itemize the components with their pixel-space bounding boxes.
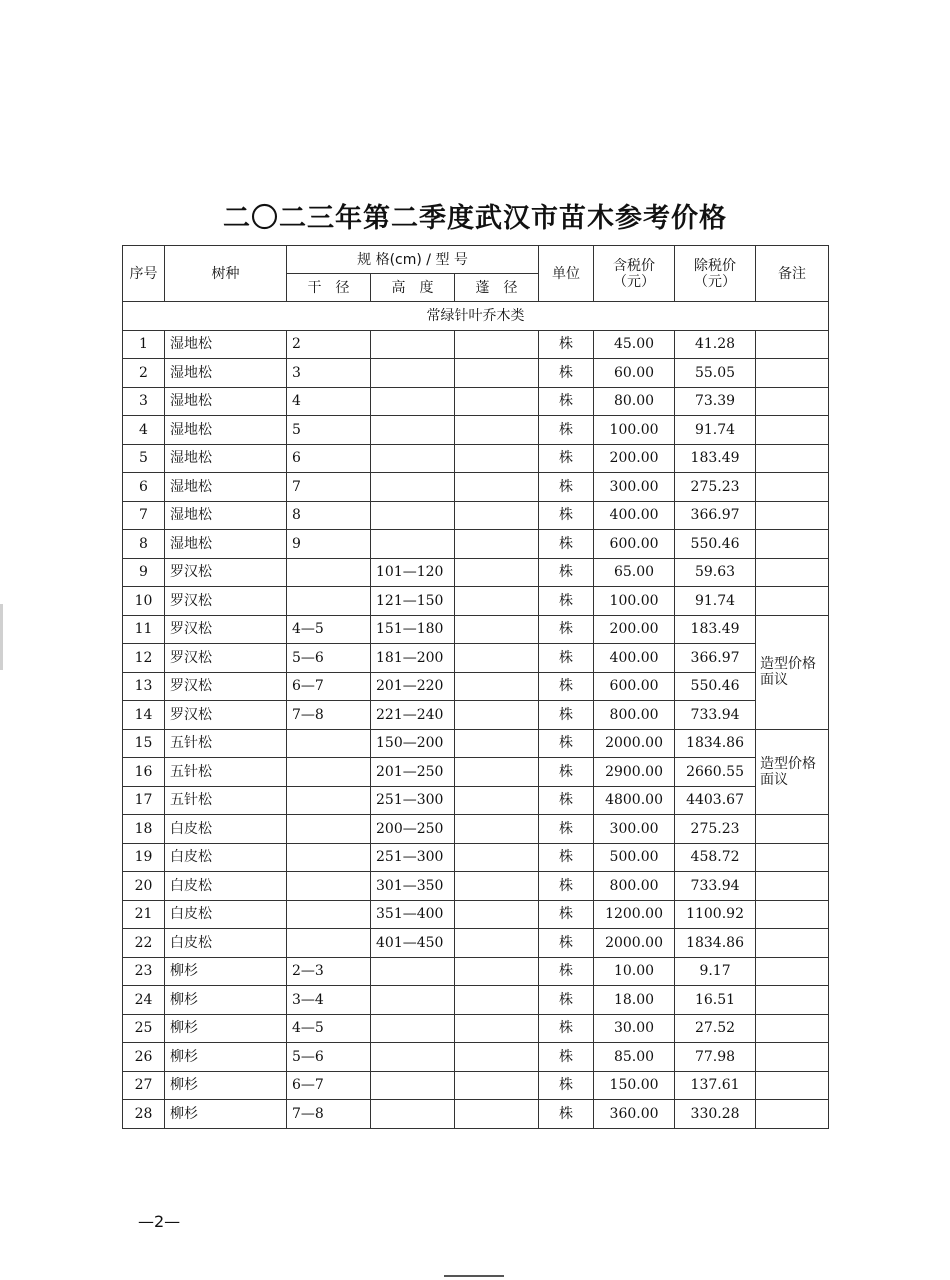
cell-species: 五针松 [165, 786, 287, 815]
cell-species: 罗汉松 [165, 644, 287, 673]
cell-height [371, 1100, 455, 1129]
cell-height [371, 473, 455, 502]
table-row [123, 444, 829, 473]
cell-unit: 株 [539, 872, 594, 901]
cell-price-tax: 2000.00 [594, 929, 675, 958]
cell-unit: 株 [539, 758, 594, 787]
cell-price-notax: 91.74 [675, 587, 756, 616]
cell-trunk: 4—5 [287, 615, 371, 644]
cell-crown [455, 872, 539, 901]
cell-height [371, 957, 455, 986]
cell-height: 200—250 [371, 815, 455, 844]
table-row [123, 701, 829, 730]
cell-unit: 株 [539, 558, 594, 587]
cell-trunk: 3 [287, 359, 371, 388]
cell-crown [455, 900, 539, 929]
cell-price-notax: 41.28 [675, 330, 756, 359]
cell-price-notax: 55.05 [675, 359, 756, 388]
cell-species: 柳杉 [165, 1100, 287, 1129]
cell-species: 白皮松 [165, 843, 287, 872]
cell-price-tax: 100.00 [594, 416, 675, 445]
cell-price-tax: 800.00 [594, 872, 675, 901]
header-price-tax: 含税价 （元） [594, 246, 675, 302]
cell-price-tax: 400.00 [594, 501, 675, 530]
cell-price-notax: 366.97 [675, 644, 756, 673]
cell-remark [756, 815, 829, 844]
cell-unit: 株 [539, 900, 594, 929]
cell-species: 白皮松 [165, 929, 287, 958]
cell-trunk: 8 [287, 501, 371, 530]
cell-price-tax: 150.00 [594, 1071, 675, 1100]
cell-unit: 株 [539, 473, 594, 502]
table-row [123, 473, 829, 502]
cell-unit: 株 [539, 815, 594, 844]
cell-trunk: 3—4 [287, 986, 371, 1015]
table-row [123, 843, 829, 872]
cell-species: 罗汉松 [165, 587, 287, 616]
remark-group-1: 造型价格面议 [756, 615, 829, 729]
cell-price-tax: 85.00 [594, 1043, 675, 1072]
cell-remark [756, 929, 829, 958]
table-row [123, 359, 829, 388]
cell-unit: 株 [539, 1043, 594, 1072]
cell-price-tax: 80.00 [594, 387, 675, 416]
table-row [123, 872, 829, 901]
cell-price-tax: 300.00 [594, 815, 675, 844]
cell-height [371, 387, 455, 416]
cell-unit: 株 [539, 416, 594, 445]
cell-price-notax: 550.46 [675, 672, 756, 701]
cell-species: 湿地松 [165, 330, 287, 359]
cell-crown [455, 359, 539, 388]
table-row [123, 416, 829, 445]
cell-unit: 株 [539, 644, 594, 673]
cell-height: 301—350 [371, 872, 455, 901]
cell-height: 121—150 [371, 587, 455, 616]
cell-no: 25 [123, 1014, 165, 1043]
cell-remark [756, 1100, 829, 1129]
cell-price-notax: 27.52 [675, 1014, 756, 1043]
cell-no: 23 [123, 957, 165, 986]
cell-crown [455, 701, 539, 730]
table-row [123, 929, 829, 958]
cell-crown [455, 786, 539, 815]
cell-no: 22 [123, 929, 165, 958]
cell-no: 3 [123, 387, 165, 416]
cell-price-notax: 275.23 [675, 815, 756, 844]
cell-remark [756, 1043, 829, 1072]
cell-height [371, 1014, 455, 1043]
cell-species: 湿地松 [165, 530, 287, 559]
cell-no: 7 [123, 501, 165, 530]
cell-price-notax: 183.49 [675, 444, 756, 473]
cell-trunk [287, 758, 371, 787]
cell-unit: 株 [539, 729, 594, 758]
cell-price-notax: 73.39 [675, 387, 756, 416]
cell-no: 19 [123, 843, 165, 872]
table-row [123, 530, 829, 559]
cell-trunk: 9 [287, 530, 371, 559]
cell-no: 27 [123, 1071, 165, 1100]
cell-height: 251—300 [371, 786, 455, 815]
cell-trunk: 5—6 [287, 644, 371, 673]
cell-unit: 株 [539, 986, 594, 1015]
cell-remark [756, 359, 829, 388]
table-row [123, 957, 829, 986]
cell-trunk: 6—7 [287, 672, 371, 701]
cell-trunk [287, 815, 371, 844]
cell-crown [455, 330, 539, 359]
cell-unit: 株 [539, 615, 594, 644]
cell-crown [455, 444, 539, 473]
cell-remark [756, 843, 829, 872]
table-row [123, 986, 829, 1015]
cell-unit: 株 [539, 786, 594, 815]
table-row [123, 501, 829, 530]
cell-crown [455, 416, 539, 445]
cell-price-notax: 137.61 [675, 1071, 756, 1100]
cell-remark [756, 900, 829, 929]
cell-species: 湿地松 [165, 359, 287, 388]
cell-no: 16 [123, 758, 165, 787]
cell-price-notax: 550.46 [675, 530, 756, 559]
cell-height [371, 530, 455, 559]
cell-price-notax: 458.72 [675, 843, 756, 872]
header-height: 高 度 [371, 274, 455, 302]
cell-unit: 株 [539, 1100, 594, 1129]
cell-remark [756, 558, 829, 587]
cell-no: 11 [123, 615, 165, 644]
cell-height: 201—250 [371, 758, 455, 787]
cell-height: 251—300 [371, 843, 455, 872]
cell-height: 151—180 [371, 615, 455, 644]
cell-height: 150—200 [371, 729, 455, 758]
cell-unit: 株 [539, 501, 594, 530]
cell-species: 白皮松 [165, 900, 287, 929]
cell-height: 181—200 [371, 644, 455, 673]
cell-height: 201—220 [371, 672, 455, 701]
cell-no: 14 [123, 701, 165, 730]
section-title: 常绿针叶乔木类 [123, 302, 829, 331]
cell-crown [455, 672, 539, 701]
table-row [123, 1014, 829, 1043]
header-species: 树种 [165, 246, 287, 302]
cell-species: 柳杉 [165, 1014, 287, 1043]
cell-height [371, 330, 455, 359]
cell-height [371, 359, 455, 388]
header-seq: 序号 [123, 246, 165, 302]
cell-trunk [287, 900, 371, 929]
cell-no: 10 [123, 587, 165, 616]
cell-crown [455, 615, 539, 644]
cell-trunk [287, 843, 371, 872]
cell-height [371, 416, 455, 445]
cell-price-notax: 59.63 [675, 558, 756, 587]
cell-price-notax: 366.97 [675, 501, 756, 530]
cell-trunk: 4 [287, 387, 371, 416]
cell-trunk: 2 [287, 330, 371, 359]
cell-price-tax: 30.00 [594, 1014, 675, 1043]
cell-price-tax: 65.00 [594, 558, 675, 587]
cell-price-tax: 600.00 [594, 672, 675, 701]
cell-no: 9 [123, 558, 165, 587]
cell-crown [455, 530, 539, 559]
cell-price-tax: 4800.00 [594, 786, 675, 815]
cell-no: 26 [123, 1043, 165, 1072]
page-title: 二〇二三年第二季度武汉市苗木参考价格 [223, 203, 727, 234]
cell-species: 五针松 [165, 758, 287, 787]
cell-crown [455, 1071, 539, 1100]
page-number: —2— [138, 1212, 181, 1231]
cell-no: 28 [123, 1100, 165, 1129]
cell-unit: 株 [539, 330, 594, 359]
cell-no: 2 [123, 359, 165, 388]
cell-unit: 株 [539, 701, 594, 730]
cell-trunk: 4—5 [287, 1014, 371, 1043]
cell-crown [455, 644, 539, 673]
cell-price-notax: 733.94 [675, 701, 756, 730]
cell-crown [455, 957, 539, 986]
cell-height: 221—240 [371, 701, 455, 730]
cell-no: 8 [123, 530, 165, 559]
cell-crown [455, 1043, 539, 1072]
header-remark: 备注 [756, 246, 829, 302]
cell-trunk [287, 929, 371, 958]
cell-price-notax: 733.94 [675, 872, 756, 901]
cell-price-notax: 1100.92 [675, 900, 756, 929]
cell-price-tax: 10.00 [594, 957, 675, 986]
cell-remark [756, 473, 829, 502]
cell-price-tax: 400.00 [594, 644, 675, 673]
cell-height [371, 986, 455, 1015]
cell-height [371, 1071, 455, 1100]
cell-height: 351—400 [371, 900, 455, 929]
cell-crown [455, 1100, 539, 1129]
cell-crown [455, 929, 539, 958]
cell-no: 18 [123, 815, 165, 844]
cell-price-tax: 600.00 [594, 530, 675, 559]
cell-height [371, 444, 455, 473]
table-row [123, 900, 829, 929]
cell-species: 湿地松 [165, 473, 287, 502]
cell-price-notax: 275.23 [675, 473, 756, 502]
cell-trunk: 2—3 [287, 957, 371, 986]
cell-remark [756, 330, 829, 359]
cell-no: 12 [123, 644, 165, 673]
cell-no: 5 [123, 444, 165, 473]
cell-species: 柳杉 [165, 957, 287, 986]
cell-unit: 株 [539, 1014, 594, 1043]
cell-price-tax: 500.00 [594, 843, 675, 872]
cell-crown [455, 387, 539, 416]
cell-crown [455, 473, 539, 502]
cell-remark [756, 986, 829, 1015]
table-row [123, 558, 829, 587]
cell-species: 罗汉松 [165, 672, 287, 701]
cell-remark [756, 872, 829, 901]
page-edge-mark [0, 604, 3, 670]
cell-species: 罗汉松 [165, 701, 287, 730]
table-row [123, 786, 829, 815]
cell-remark [756, 501, 829, 530]
cell-price-notax: 16.51 [675, 986, 756, 1015]
table-row [123, 1100, 829, 1129]
header-spec: 规 格(cm) / 型 号 [287, 246, 539, 274]
cell-height [371, 501, 455, 530]
cell-price-notax: 1834.86 [675, 729, 756, 758]
cell-price-tax: 1200.00 [594, 900, 675, 929]
bottom-mark [444, 1275, 504, 1277]
table-row [123, 330, 829, 359]
cell-species: 湿地松 [165, 501, 287, 530]
cell-remark [756, 416, 829, 445]
table-row [123, 1071, 829, 1100]
cell-crown [455, 843, 539, 872]
cell-height [371, 1043, 455, 1072]
cell-remark [756, 530, 829, 559]
cell-price-tax: 2900.00 [594, 758, 675, 787]
cell-crown [455, 587, 539, 616]
cell-species: 罗汉松 [165, 615, 287, 644]
cell-remark [756, 587, 829, 616]
cell-no: 6 [123, 473, 165, 502]
cell-remark [756, 1014, 829, 1043]
cell-unit: 株 [539, 672, 594, 701]
cell-remark [756, 1071, 829, 1100]
cell-crown [455, 758, 539, 787]
cell-trunk: 7—8 [287, 701, 371, 730]
cell-remark [756, 957, 829, 986]
cell-trunk: 5—6 [287, 1043, 371, 1072]
cell-price-notax: 77.98 [675, 1043, 756, 1072]
table-row [123, 1043, 829, 1072]
cell-trunk: 5 [287, 416, 371, 445]
cell-trunk: 6 [287, 444, 371, 473]
cell-no: 15 [123, 729, 165, 758]
cell-unit: 株 [539, 530, 594, 559]
cell-trunk [287, 786, 371, 815]
cell-species: 白皮松 [165, 815, 287, 844]
cell-species: 湿地松 [165, 416, 287, 445]
cell-crown [455, 729, 539, 758]
cell-trunk: 6—7 [287, 1071, 371, 1100]
cell-no: 13 [123, 672, 165, 701]
cell-no: 21 [123, 900, 165, 929]
cell-species: 柳杉 [165, 986, 287, 1015]
remark-group-2: 造型价格面议 [756, 729, 829, 815]
cell-no: 17 [123, 786, 165, 815]
header-crown: 蓬 径 [455, 274, 539, 302]
cell-unit: 株 [539, 444, 594, 473]
table-row [123, 387, 829, 416]
cell-species: 白皮松 [165, 872, 287, 901]
cell-height: 401—450 [371, 929, 455, 958]
cell-species: 柳杉 [165, 1071, 287, 1100]
cell-unit: 株 [539, 387, 594, 416]
header-trunk: 干 径 [287, 274, 371, 302]
table-row [123, 758, 829, 787]
cell-price-notax: 330.28 [675, 1100, 756, 1129]
cell-height: 101—120 [371, 558, 455, 587]
cell-price-notax: 2660.55 [675, 758, 756, 787]
cell-crown [455, 1014, 539, 1043]
table-row [123, 644, 829, 673]
cell-species: 湿地松 [165, 387, 287, 416]
cell-price-tax: 200.00 [594, 615, 675, 644]
cell-price-notax: 1834.86 [675, 929, 756, 958]
cell-price-tax: 200.00 [594, 444, 675, 473]
cell-no: 20 [123, 872, 165, 901]
cell-price-tax: 45.00 [594, 330, 675, 359]
header-unit: 单位 [539, 246, 594, 302]
cell-unit: 株 [539, 929, 594, 958]
cell-price-notax: 4403.67 [675, 786, 756, 815]
cell-price-tax: 800.00 [594, 701, 675, 730]
table-row [123, 615, 829, 644]
cell-unit: 株 [539, 957, 594, 986]
cell-price-tax: 18.00 [594, 986, 675, 1015]
cell-species: 湿地松 [165, 444, 287, 473]
cell-price-tax: 2000.00 [594, 729, 675, 758]
table-row [123, 815, 829, 844]
cell-trunk [287, 587, 371, 616]
price-table [122, 245, 829, 1129]
cell-species: 柳杉 [165, 1043, 287, 1072]
cell-price-notax: 9.17 [675, 957, 756, 986]
cell-price-notax: 91.74 [675, 416, 756, 445]
cell-no: 1 [123, 330, 165, 359]
cell-unit: 株 [539, 359, 594, 388]
cell-trunk [287, 729, 371, 758]
cell-price-tax: 100.00 [594, 587, 675, 616]
cell-unit: 株 [539, 587, 594, 616]
cell-remark [756, 444, 829, 473]
cell-species: 罗汉松 [165, 558, 287, 587]
cell-unit: 株 [539, 843, 594, 872]
cell-crown [455, 986, 539, 1015]
cell-trunk [287, 872, 371, 901]
cell-species: 五针松 [165, 729, 287, 758]
cell-trunk: 7—8 [287, 1100, 371, 1129]
table-row [123, 587, 829, 616]
cell-price-notax: 183.49 [675, 615, 756, 644]
table-row [123, 729, 829, 758]
cell-trunk: 7 [287, 473, 371, 502]
cell-crown [455, 501, 539, 530]
cell-no: 4 [123, 416, 165, 445]
table-row [123, 672, 829, 701]
cell-unit: 株 [539, 1071, 594, 1100]
cell-crown [455, 558, 539, 587]
cell-price-tax: 300.00 [594, 473, 675, 502]
cell-trunk [287, 558, 371, 587]
cell-no: 24 [123, 986, 165, 1015]
cell-remark [756, 387, 829, 416]
cell-price-tax: 360.00 [594, 1100, 675, 1129]
cell-price-tax: 60.00 [594, 359, 675, 388]
header-price-notax: 除税价 （元） [675, 246, 756, 302]
cell-crown [455, 815, 539, 844]
